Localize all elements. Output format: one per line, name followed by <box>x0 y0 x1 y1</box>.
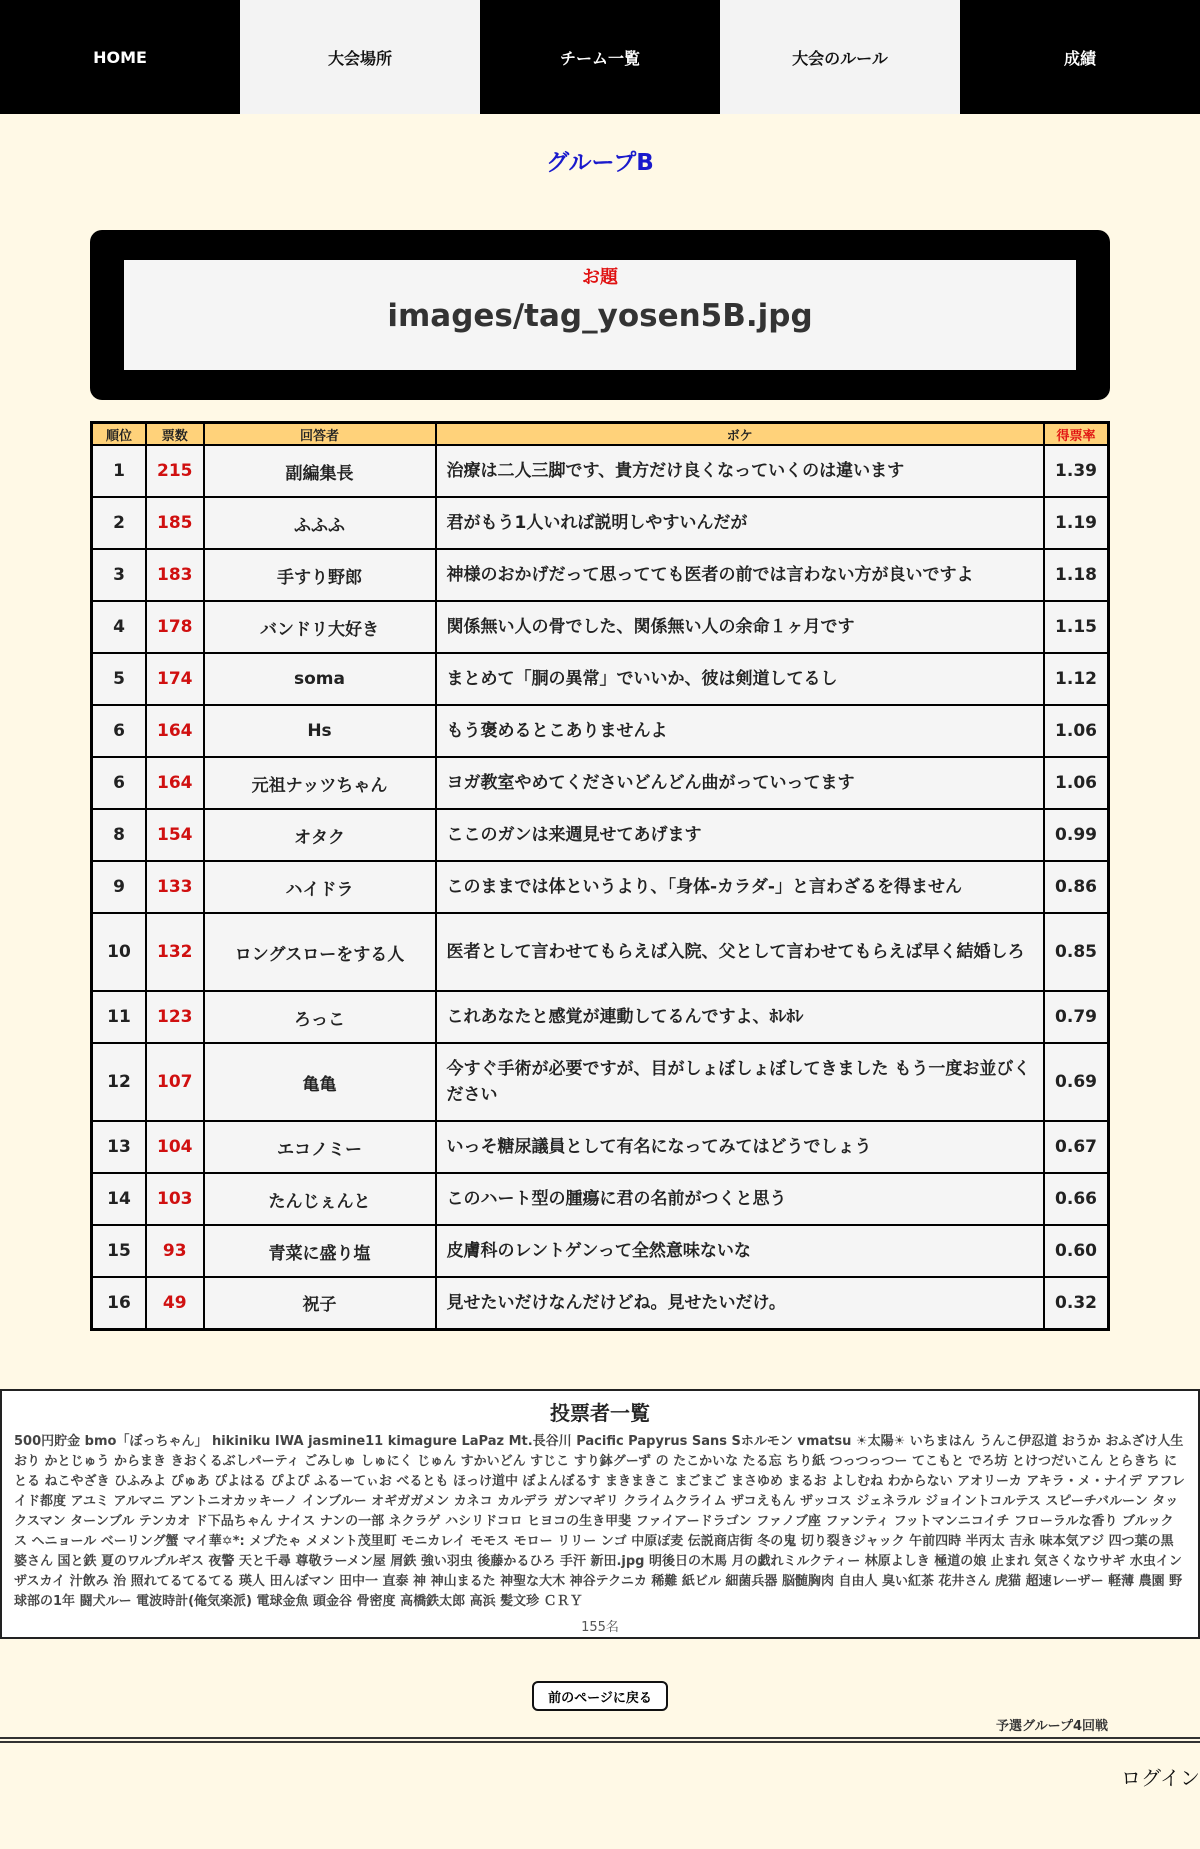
theme-label: お題 <box>582 267 618 288</box>
cell-votes: 164 <box>146 757 204 809</box>
header-name: 回答者 <box>204 423 436 446</box>
cell-rate: 0.60 <box>1044 1225 1108 1277</box>
results-table <box>90 421 1110 1331</box>
group-title: グループB <box>546 150 654 176</box>
cell-boke: ヨガ教室やめてくださいどんどん曲がっていってます <box>436 757 1045 809</box>
cell-boke: いっそ糖尿議員として有名になってみてはどうでしょう <box>436 1121 1045 1173</box>
cell-boke: このままでは体というより、「身体-カラダ-」と言わざるを得ません <box>436 861 1045 913</box>
cell-boke: 関係無い人の骨でした、関係無い人の余命１ヶ月です <box>436 601 1045 653</box>
table-row <box>92 601 1109 653</box>
cell-name: 元祖ナッツちゃん <box>204 757 436 809</box>
table-row <box>92 497 1109 549</box>
header-boke: ボケ <box>436 423 1045 446</box>
table-row <box>92 991 1109 1043</box>
cell-votes: 215 <box>146 445 204 497</box>
cell-votes: 178 <box>146 601 204 653</box>
cell-votes: 132 <box>146 913 204 991</box>
cell-rank: 3 <box>92 549 147 601</box>
cell-rate: 0.69 <box>1044 1043 1108 1121</box>
nav-item-1[interactable]: 大会場所 <box>240 0 480 114</box>
cell-boke: まとめて「胴の異常」でいいか、彼は剣道してるし <box>436 653 1045 705</box>
nav-item-4[interactable]: 成績 <box>960 0 1200 114</box>
cell-boke: このハート型の腫瘍に君の名前がつくと思う <box>436 1173 1045 1225</box>
cell-votes: 103 <box>146 1173 204 1225</box>
login-link[interactable]: ログイン <box>1121 1766 1200 1790</box>
cell-boke: 見せたいだけなんだけどね。見せたいだけ。 <box>436 1277 1045 1329</box>
cell-name: 青菜に盛り塩 <box>204 1225 436 1277</box>
cell-rank: 2 <box>92 497 147 549</box>
cell-boke: もう褒めるとこありませんよ <box>436 705 1045 757</box>
cell-name: たんじぇんと <box>204 1173 436 1225</box>
cell-rank: 14 <box>92 1173 147 1225</box>
cell-rate: 0.86 <box>1044 861 1108 913</box>
table-row <box>92 913 1109 991</box>
cell-rank: 5 <box>92 653 147 705</box>
cell-rank: 1 <box>92 445 147 497</box>
cell-votes: 107 <box>146 1043 204 1121</box>
header-rate: 得票率 <box>1044 423 1108 446</box>
header-rank: 順位 <box>92 423 147 446</box>
cell-name: ロングスローをする人 <box>204 913 436 991</box>
cell-votes: 93 <box>146 1225 204 1277</box>
cell-boke: 君がもう1人いれば説明しやすいんだが <box>436 497 1045 549</box>
cell-name: エコノミー <box>204 1121 436 1173</box>
header-votes: 票数 <box>146 423 204 446</box>
cell-rate: 0.85 <box>1044 913 1108 991</box>
cell-name: 祝子 <box>204 1277 436 1329</box>
cell-rate: 0.66 <box>1044 1173 1108 1225</box>
table-row <box>92 705 1109 757</box>
voters-names: 500円貯金 bmo「ぼっちゃん」 hikiniku IWA jasmine11 kimagure LaPaz Mt.長谷川 Pacific Papyrus Sans Sホルモン vmatsu ☀太陽☀ いちまはん うんこ伊忍道 おうか おふざけ人生 おり かとじゅう からまき きおくるぶしパーティ ごみしゅ しゅにく じゅん すかいどん すじこ すり鉢グーず の たこかいな たる忘 ちり紙 つっつっつー てこもと でろ坊 とけつだいこん とらきち にとる ねこやざき ひふみよ ぴゅあ ぴよはる ぴよぴ ふるーてぃお べるとも ほっけ道中 ぼよんぼるす まきまきこ まごまご まさゆめ まるお よしむね わからない アオリーカ アキラ・メ・ナイデ アフレイド都度 アユミ アルマニ アントニオカッキーノ インブルー オギガガメン カネコ カルデラ ガンマギリ クライムクライム ザコえもん ザッコス ジェネラル ジョイントコルテス スピーチバルーン タックスマン ターンブル テンカオ ド下品ちゃん ナイス ナンの一部 ネクラゲ ハシリドコロ ヒヨコの生き甲斐 ファイアードラゴン ファノブ座 ファンティ フットマンニコイチ フローラルな香り ブルックス ヘニョール ベーリング蟹 マイ華✡*: メプたゃ メメント茂里町 モニカレイ モモス モロー リリー ンゴ 中原ぽ麦 伝説商店街 冬の鬼 切り裂きジャック 午前四時 半丙太 吉永 味本気アジ 四つ葉の黒婆さん 国と鉄 夏のワルプルギス 夜警 天と千尋 尊敬ラーメン屋 屑鉄 強い羽虫 後藤かるひろ 手汗 新田.jpg 明後日の木馬 月の戯れミルクティー 林原よしき 極道の娘 止まれ 気さくなウサギ 水虫インザスカイ 汁飲み 治 照れてるてるてる 瑛人 田んぼマン 田中一 直泰 神 神山まるた 神聖な大木 神谷テクニカ 稀難 紙ビル 細菌兵器 脳髄胸肉 自由人 臭い紅茶 花井さん 虎猫 超速レーザー 軽薄 農園 野球部の1年 闘犬ルー 電波時計(俺気楽派) 電球金魚 頭金谷 骨密度 高橋鉄太郎 高浜 髪文珍 ＣＲＹ <box>14 1434 1185 1609</box>
cell-rate: 0.67 <box>1044 1121 1108 1173</box>
table-row <box>92 1121 1109 1173</box>
cell-rank: 13 <box>92 1121 147 1173</box>
cell-name: 副編集長 <box>204 445 436 497</box>
cell-votes: 123 <box>146 991 204 1043</box>
cell-rank: 6 <box>92 705 147 757</box>
table-row <box>92 1225 1109 1277</box>
cell-rate: 1.39 <box>1044 445 1108 497</box>
table-row <box>92 1173 1109 1225</box>
cell-rate: 1.06 <box>1044 757 1108 809</box>
cell-name: 亀亀 <box>204 1043 436 1121</box>
cell-rate: 1.15 <box>1044 601 1108 653</box>
voters-title: 投票者一覧 <box>550 1401 650 1425</box>
cell-rank: 9 <box>92 861 147 913</box>
cell-rate: 1.19 <box>1044 497 1108 549</box>
cell-rank: 12 <box>92 1043 147 1121</box>
table-row <box>92 445 1109 497</box>
cell-name: ろっこ <box>204 991 436 1043</box>
cell-votes: 104 <box>146 1121 204 1173</box>
cell-votes: 154 <box>146 809 204 861</box>
cell-name: オタク <box>204 809 436 861</box>
cell-votes: 183 <box>146 549 204 601</box>
cell-rank: 16 <box>92 1277 147 1329</box>
theme-image-name: images/tag_yosen5B.jpg <box>387 298 813 334</box>
table-header-row <box>92 423 1109 446</box>
cell-votes: 133 <box>146 861 204 913</box>
nav-item-0[interactable]: HOME <box>0 0 240 114</box>
table-row <box>92 757 1109 809</box>
table-row <box>92 809 1109 861</box>
cell-name: 手すり野郎 <box>204 549 436 601</box>
top-nav <box>0 0 1200 114</box>
table-row <box>92 549 1109 601</box>
cell-boke: 神様のおかげだって思ってても医者の前では言わない方が良いですよ <box>436 549 1045 601</box>
cell-boke: 治療は二人三脚です、貴方だけ良くなっていくのは違います <box>436 445 1045 497</box>
cell-name: soma <box>204 653 436 705</box>
cell-boke: 皮膚科のレントゲンって全然意味ないな <box>436 1225 1045 1277</box>
theme-inner <box>124 260 1076 370</box>
cell-votes: 49 <box>146 1277 204 1329</box>
back-button[interactable]: 前のページに戻る <box>532 1681 668 1711</box>
cell-rank: 15 <box>92 1225 147 1277</box>
cell-rank: 8 <box>92 809 147 861</box>
cell-rate: 1.06 <box>1044 705 1108 757</box>
voters-count: 155名 <box>581 1620 619 1635</box>
cell-votes: 164 <box>146 705 204 757</box>
nav-item-2[interactable]: チーム一覧 <box>480 0 720 114</box>
divider-top <box>0 1737 1200 1739</box>
cell-rate: 0.99 <box>1044 809 1108 861</box>
divider-bottom <box>0 1741 1200 1743</box>
cell-rate: 1.12 <box>1044 653 1108 705</box>
table-row <box>92 1043 1109 1121</box>
cell-name: バンドリ大好き <box>204 601 436 653</box>
round-info: 予選グループ4回戦 <box>995 1719 1108 1734</box>
voters-panel <box>0 1389 1200 1639</box>
cell-boke: 医者として言わせてもらえば入院、父として言わせてもらえば早く結婚しろ <box>436 913 1045 991</box>
cell-rate: 0.32 <box>1044 1277 1108 1329</box>
cell-rank: 4 <box>92 601 147 653</box>
cell-votes: 185 <box>146 497 204 549</box>
cell-boke: 今すぐ手術が必要ですが、目がしょぼしょぼしてきました もう一度お並びください <box>436 1043 1045 1121</box>
cell-name: ふふふ <box>204 497 436 549</box>
cell-rank: 11 <box>92 991 147 1043</box>
cell-boke: これあなたと感覚が連動してるんですよ、ﾎﾚﾎﾚ <box>436 991 1045 1043</box>
cell-rate: 1.18 <box>1044 549 1108 601</box>
cell-boke: ここのガンは来週見せてあげます <box>436 809 1045 861</box>
cell-rank: 6 <box>92 757 147 809</box>
cell-votes: 174 <box>146 653 204 705</box>
theme-box <box>90 230 1110 400</box>
cell-rank: 10 <box>92 913 147 991</box>
table-row <box>92 861 1109 913</box>
table-row <box>92 1277 1109 1329</box>
table-row <box>92 653 1109 705</box>
nav-item-3[interactable]: 大会のルール <box>720 0 960 114</box>
cell-rate: 0.79 <box>1044 991 1108 1043</box>
cell-name: Hs <box>204 705 436 757</box>
cell-name: ハイドラ <box>204 861 436 913</box>
